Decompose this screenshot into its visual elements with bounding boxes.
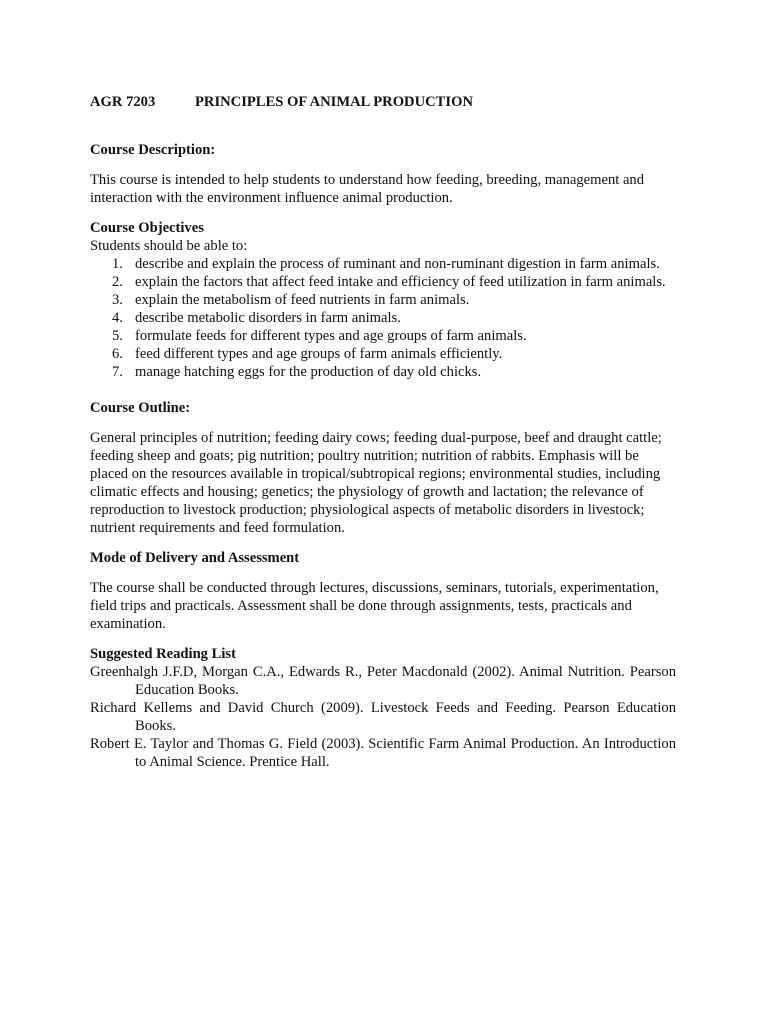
list-item-number: 3. [112, 292, 123, 308]
course-outline-heading: Course Outline: [90, 400, 191, 416]
course-title [90, 93, 676, 111]
delivery-assessment-text: The course shall be conducted through lectures, discussions, seminars, tutorials, experimentation, field trips and practicals. Assessment shall be done through assignments, tests, practicals and examination. [90, 580, 659, 632]
list-item-text: feed different types and age groups of farm animals efficiently. [135, 346, 503, 362]
list-item-number: 5. [112, 328, 123, 344]
reading-list-item: Robert E. Taylor and Thomas G. Field (2003). Scientific Farm Animal Production. An Introduction to Animal Science. Prentice Hall. [90, 736, 676, 770]
course-description-text: This course is intended to help students to understand how feeding, breeding, management and interaction with the environment influence animal production. [90, 172, 645, 206]
reading-list-item: Richard Kellems and David Church (2009). Livestock Feeds and Feeding. Pearson Education Books. [90, 700, 676, 734]
list-item-number: 6. [112, 346, 123, 362]
objectives-intro: Students should be able to: [90, 238, 248, 254]
list-item [90, 291, 676, 309]
document-page [90, 93, 676, 771]
list-item-number: 1. [112, 256, 123, 272]
reading-list-heading: Suggested Reading List [90, 646, 236, 662]
list-item-text: manage hatching eggs for the production of day old chicks. [135, 364, 482, 380]
list-item-number: 7. [112, 364, 123, 380]
list-item-text: formulate feeds for different types and age groups of farm animals. [135, 328, 527, 344]
course-outline-text: General principles of nutrition; feeding dairy cows; feeding dual-purpose, beef and draught cattle; feeding sheep and goats; pig nutrition; poultry nutrition; nutrition of rabbits. Emphasis will be placed on the resources available in tropical/subtropical regions; environmental studies, including climatic effects and housing; genetics; the physiology of growth and lactation; the relevance of reproduction to livestock production; physiological aspects of metabolic disorders in livestock; nutrient requirements and feed formulation. [90, 430, 662, 536]
list-item-text: describe metabolic disorders in farm animals. [135, 310, 401, 326]
delivery-assessment-heading: Mode of Delivery and Assessment [90, 550, 300, 566]
list-item-number: 4. [112, 310, 123, 326]
list-item-text: explain the metabolism of feed nutrients in farm animals. [135, 292, 470, 308]
course-description-heading: Course Description: [90, 142, 216, 158]
list-item-text: describe and explain the process of ruminant and non-ruminant digestion in farm animals. [135, 256, 660, 272]
objectives-list [90, 255, 676, 381]
course-code: AGR 7203 [90, 94, 156, 110]
list-item [90, 345, 676, 363]
list-item [90, 255, 676, 273]
list-item-number: 2. [112, 274, 123, 290]
reading-list-item: Greenhalgh J.F.D, Morgan C.A., Edwards R., Peter Macdonald (2002). Animal Nutrition. Pearson Education Books. [90, 664, 676, 698]
list-item [90, 327, 676, 345]
course-objectives-heading: Course Objectives [90, 220, 204, 236]
list-item [90, 309, 676, 327]
list-item-text: explain the factors that affect feed intake and efficiency of feed utilization in farm animals. [135, 274, 666, 290]
list-item [90, 363, 676, 381]
list-item [90, 273, 676, 291]
course-name: PRINCIPLES OF ANIMAL PRODUCTION [195, 94, 473, 110]
